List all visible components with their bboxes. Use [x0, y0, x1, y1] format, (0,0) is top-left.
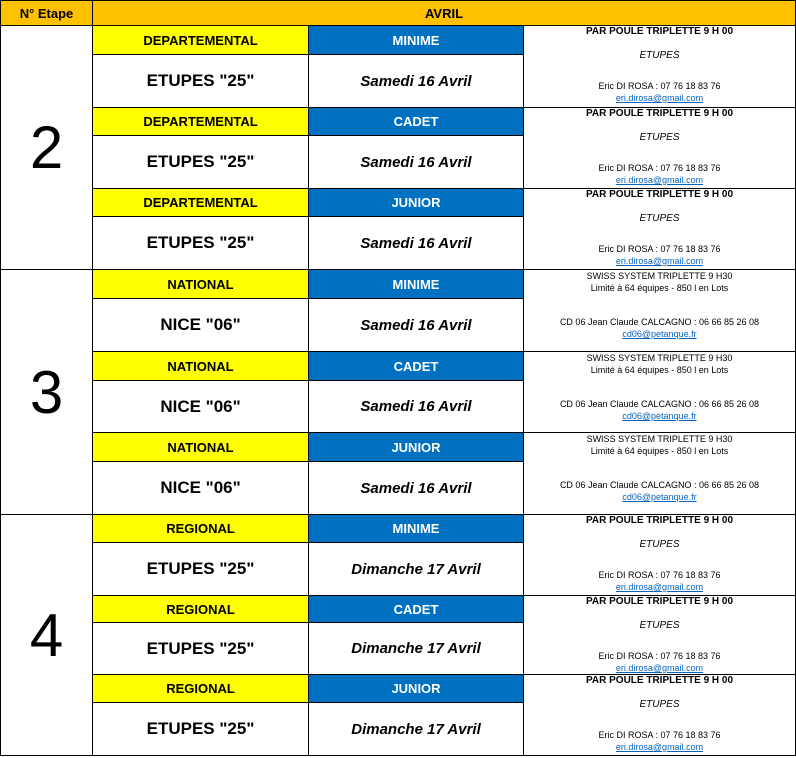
- email-link[interactable]: eri.dirosa@gmail.com: [615, 663, 704, 673]
- email-link[interactable]: cd06@petanque.fr: [622, 329, 697, 339]
- email-link[interactable]: eri.dirosa@gmail.com: [615, 175, 704, 185]
- format-text: PAR POULE TRIPLETTE 9 H 00: [585, 108, 734, 119]
- info-cell: [524, 189, 796, 270]
- email-link[interactable]: eri.dirosa@gmail.com: [615, 742, 704, 752]
- date-cell: Dimanche 17 Avril: [309, 703, 524, 756]
- email-link[interactable]: cd06@petanque.fr: [622, 492, 697, 502]
- limit-text: Limité à 64 équipes - 850 l en Lots: [590, 365, 729, 375]
- level-cell: DEPARTEMENTAL: [93, 189, 309, 217]
- date-cell: Dimanche 17 Avril: [309, 543, 524, 596]
- email-link[interactable]: eri.dirosa@gmail.com: [615, 93, 704, 103]
- category-cell: MINIME: [309, 270, 524, 299]
- date-cell: Samedi 16 Avril: [309, 462, 524, 515]
- format-text: PAR POULE TRIPLETTE 9 H 00: [585, 515, 734, 526]
- contact-text: Eric DI ROSA : 07 76 18 83 76: [598, 81, 721, 91]
- format-text: PAR POULE TRIPLETTE 9 H 00: [585, 675, 734, 686]
- format-text: PAR POULE TRIPLETTE 9 H 00: [585, 189, 734, 200]
- place-text: ETUPES: [639, 539, 680, 550]
- contact-text: Eric DI ROSA : 07 76 18 83 76: [598, 163, 721, 173]
- contact-text: CD 06 Jean Claude CALCAGNO : 06 66 85 26 08: [559, 480, 760, 490]
- etape-number: 2: [1, 26, 93, 270]
- contact-text: CD 06 Jean Claude CALCAGNO : 06 66 85 26 08: [559, 399, 760, 409]
- table-row: [1, 515, 796, 543]
- category-cell: JUNIOR: [309, 189, 524, 217]
- format-text: SWISS SYSTEM TRIPLETTE 9 H30: [586, 434, 733, 444]
- format-text: PAR POULE TRIPLETTE 9 H 00: [585, 26, 734, 37]
- etape-number: 3: [1, 270, 93, 515]
- header-row: [1, 1, 796, 26]
- city-cell: NICE "06": [93, 299, 309, 352]
- table-row: [1, 352, 796, 381]
- place-text: ETUPES: [639, 132, 680, 143]
- place-text: ETUPES: [639, 50, 680, 61]
- date-cell: Samedi 16 Avril: [309, 136, 524, 189]
- city-cell: ETUPES "25": [93, 543, 309, 596]
- level-cell: REGIONAL: [93, 596, 309, 623]
- format-text: SWISS SYSTEM TRIPLETTE 9 H30: [586, 271, 733, 281]
- info-cell: [524, 270, 796, 352]
- contact-text: Eric DI ROSA : 07 76 18 83 76: [598, 730, 721, 740]
- city-cell: ETUPES "25": [93, 217, 309, 270]
- city-cell: ETUPES "25": [93, 136, 309, 189]
- level-cell: DEPARTEMENTAL: [93, 108, 309, 136]
- category-cell: JUNIOR: [309, 433, 524, 462]
- table-row: [1, 270, 796, 299]
- category-cell: CADET: [309, 352, 524, 381]
- table-row: [1, 26, 796, 55]
- city-cell: ETUPES "25": [93, 55, 309, 108]
- info-cell: [524, 26, 796, 108]
- category-cell: MINIME: [309, 26, 524, 55]
- place-text: ETUPES: [639, 213, 680, 224]
- level-cell: NATIONAL: [93, 433, 309, 462]
- date-cell: Dimanche 17 Avril: [309, 623, 524, 675]
- date-cell: Samedi 16 Avril: [309, 299, 524, 352]
- info-cell: [524, 515, 796, 596]
- level-cell: NATIONAL: [93, 352, 309, 381]
- table-row: [1, 675, 796, 703]
- level-cell: REGIONAL: [93, 675, 309, 703]
- level-cell: REGIONAL: [93, 515, 309, 543]
- limit-text: Limité à 64 équipes - 850 l en Lots: [590, 446, 729, 456]
- city-cell: NICE "06": [93, 381, 309, 433]
- info-cell: [524, 675, 796, 756]
- place-text: ETUPES: [639, 699, 680, 710]
- table-row: [1, 596, 796, 623]
- category-cell: CADET: [309, 108, 524, 136]
- info-cell: [524, 352, 796, 433]
- info-cell: [524, 433, 796, 515]
- email-link[interactable]: cd06@petanque.fr: [622, 411, 697, 421]
- date-cell: Samedi 16 Avril: [309, 217, 524, 270]
- contact-text: Eric DI ROSA : 07 76 18 83 76: [598, 570, 721, 580]
- info-cell: [524, 596, 796, 675]
- category-cell: MINIME: [309, 515, 524, 543]
- email-link[interactable]: eri.dirosa@gmail.com: [615, 582, 704, 592]
- category-cell: CADET: [309, 596, 524, 623]
- etape-number: 4: [1, 515, 93, 756]
- limit-text: Limité à 64 équipes - 850 l en Lots: [590, 283, 729, 293]
- level-cell: NATIONAL: [93, 270, 309, 299]
- table-row: [1, 433, 796, 462]
- info-cell: [524, 108, 796, 189]
- format-text: PAR POULE TRIPLETTE 9 H 00: [585, 596, 734, 607]
- date-cell: Samedi 16 Avril: [309, 55, 524, 108]
- category-cell: JUNIOR: [309, 675, 524, 703]
- contact-text: Eric DI ROSA : 07 76 18 83 76: [598, 651, 721, 661]
- table-row: [1, 189, 796, 217]
- city-cell: ETUPES "25": [93, 623, 309, 675]
- city-cell: NICE "06": [93, 462, 309, 515]
- contact-text: CD 06 Jean Claude CALCAGNO : 06 66 85 26 08: [559, 317, 760, 327]
- etape-header: N° Etape: [1, 1, 93, 26]
- contact-text: Eric DI ROSA : 07 76 18 83 76: [598, 244, 721, 254]
- email-link[interactable]: eri.dirosa@gmail.com: [615, 256, 704, 266]
- table-row: [1, 108, 796, 136]
- month-header: AVRIL: [93, 1, 796, 26]
- city-cell: ETUPES "25": [93, 703, 309, 756]
- date-cell: Samedi 16 Avril: [309, 381, 524, 433]
- format-text: SWISS SYSTEM TRIPLETTE 9 H30: [586, 353, 733, 363]
- place-text: ETUPES: [639, 620, 680, 631]
- level-cell: DEPARTEMENTAL: [93, 26, 309, 55]
